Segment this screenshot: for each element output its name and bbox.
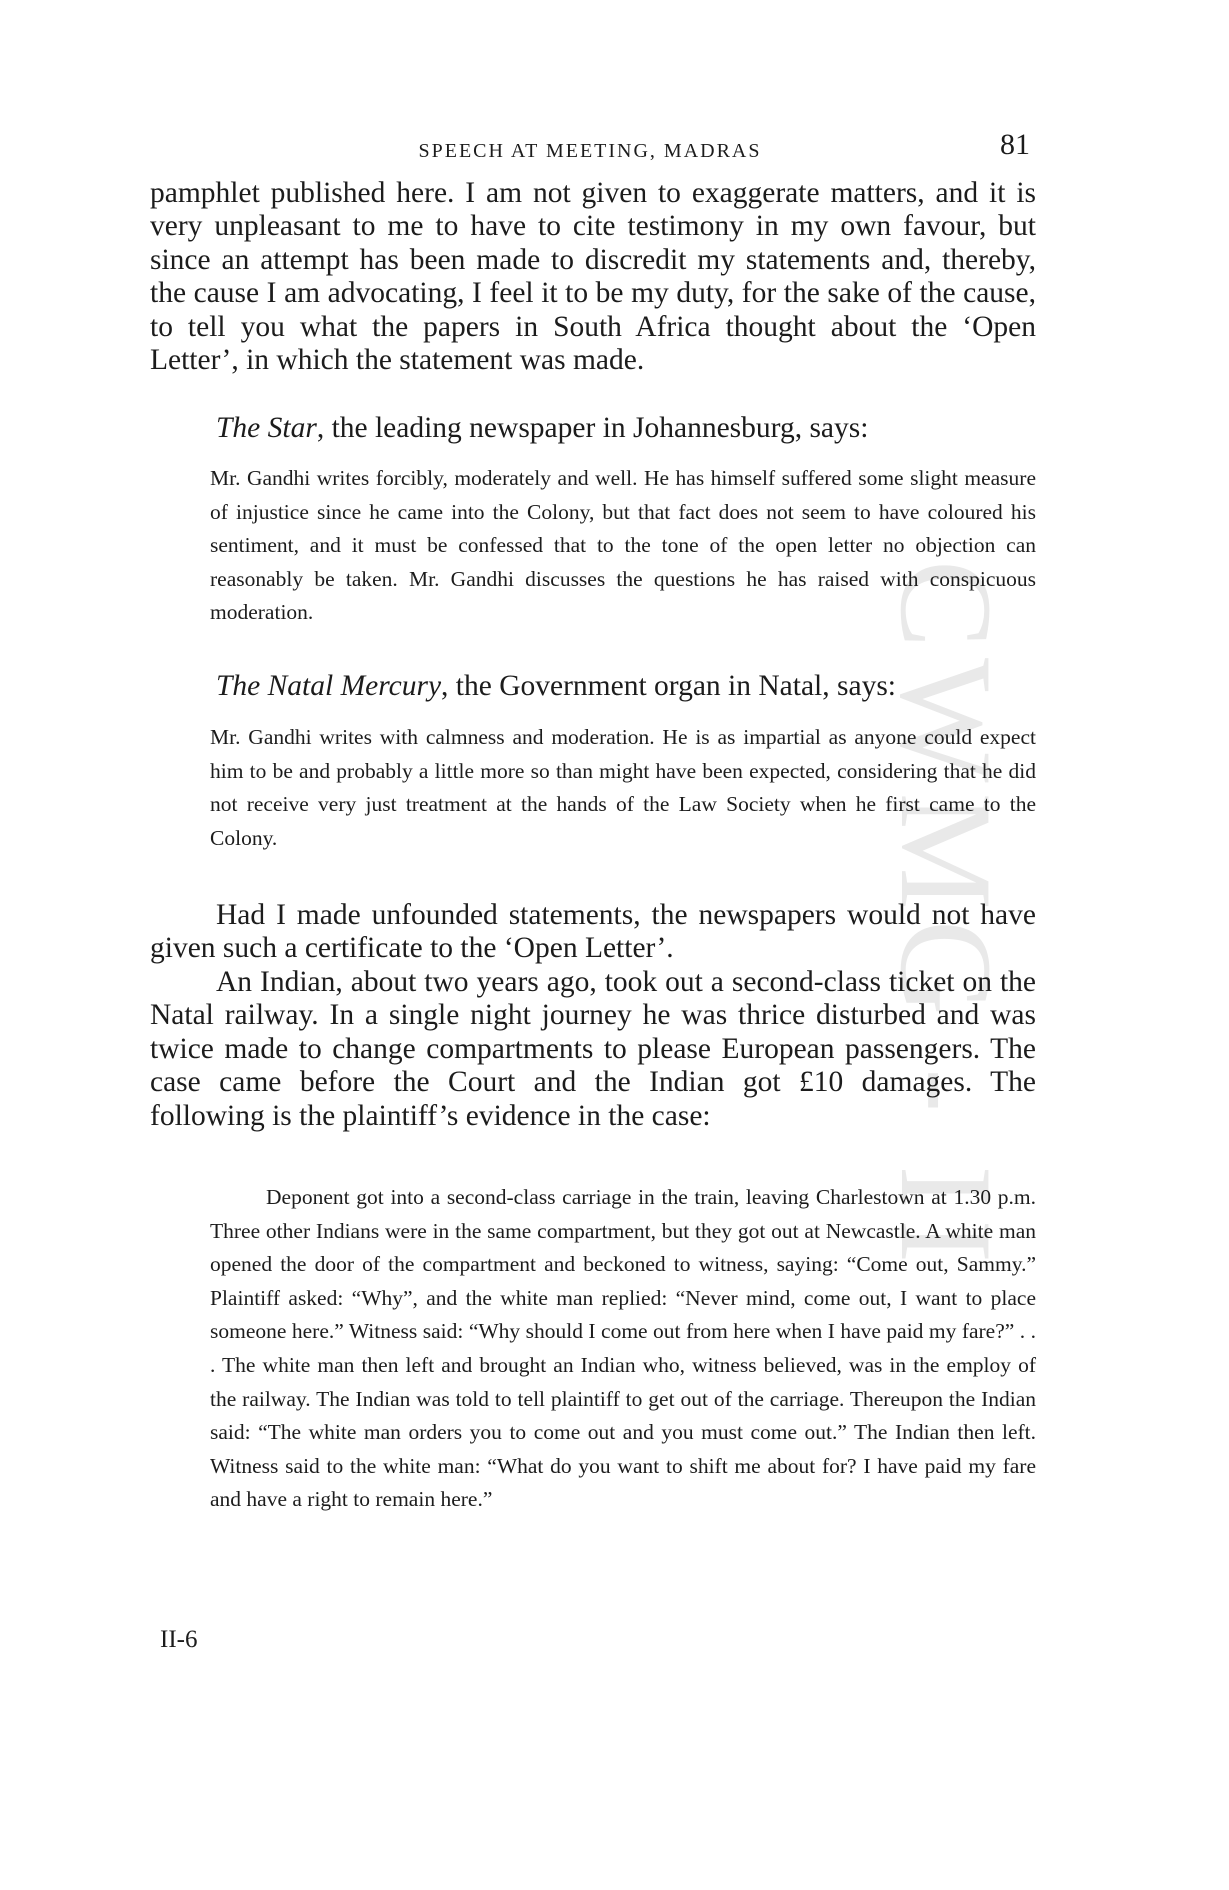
paragraph-pamphlet: pamphlet published here. I am not given to exaggerate matters, and it is very unpleasant to me to have to cite testimony in my own favour, but since an attempt has been made to discredit my statements and, thereby, the cause I am advocating, I feel it to be my duty, for the sake of the cause, to tell you what the papers in South Africa thought about the ‘Open Letter’, in which the statement was made. [150, 177, 1036, 377]
paragraph-mercury-intro [150, 670, 1036, 703]
newspaper-title-natal-mercury: The Natal Mercury [216, 670, 442, 702]
newspaper-title-star: The Star [216, 412, 317, 444]
quote-star: Mr. Gandhi writes forcibly, moderately and well. He has himself suffered some slight measure of injustice since he came into the Colony, but that fact does not seem to have coloured his sentiment, and it must be confessed that to the tone of the open letter no objection can reasonably be taken. Mr. Gandhi discusses the questions he has raised with conspicuous moderation. [210, 466, 1036, 625]
page-header [150, 128, 1030, 168]
paragraph-railway-case: An Indian, about two years ago, took out a second-class ticket on the Natal railway. In a single night journey he was thrice disturbed and was twice made to change compartments to please European passengers. The case came before the Court and the Indian got £10 damages. The following is the plaintiff’s evidence in the case: [150, 966, 1036, 1132]
running-head: SPEECH AT MEETING, MADRAS [418, 140, 762, 162]
quote-natal-mercury: Mr. Gandhi writes with calmness and moderation. He is as impartial as anyone could expect him to be and probably a little more so than might have been expected, considering that he did not receive very just treatment at the hands of the Law Society when he first came to the Colony. [210, 725, 1036, 850]
quote-plaintiff-evidence: Deponent got into a second-class carriage in the train, leaving Charlestown at 1.30 p.m. Three other Indians were in the same compartment, but they got out at Newcastle. A white man opened the door of the compartment and beckoned to witness, saying: “Come out, Sammy.” Plaintiff asked: “Why”, and the white man replied: “Never mind, come out, I want to place someone here.” Witness said: “Why should I come out from here when I have paid my fare?” . . . The white man then left and brought an Indian who, witness believed, was in the employ of the railway. The Indian was told to tell plaintiff to get out of the carriage. Thereupon the Indian said: “The white man orders you to come out and you must come out.” The Indian then left. Witness said to the white man: “What do you want to shift me about for? I have paid my fare and have a right to remain here.” [210, 1185, 1036, 1512]
page-number: 81 [1000, 128, 1030, 161]
watermark: CWMG - II [873, 560, 1020, 1274]
paragraph-certificate: Had I made unfounded statements, the newspapers would not have given such a certificate to the ‘Open Letter’. [150, 899, 1036, 965]
paragraph-star-intro [150, 412, 1036, 445]
star-intro-text: , the leading newspaper in Johannesburg, says: [316, 412, 869, 444]
signature-mark: II-6 [160, 1626, 198, 1653]
mercury-intro-text: , the Government organ in Natal, says: [441, 670, 897, 702]
